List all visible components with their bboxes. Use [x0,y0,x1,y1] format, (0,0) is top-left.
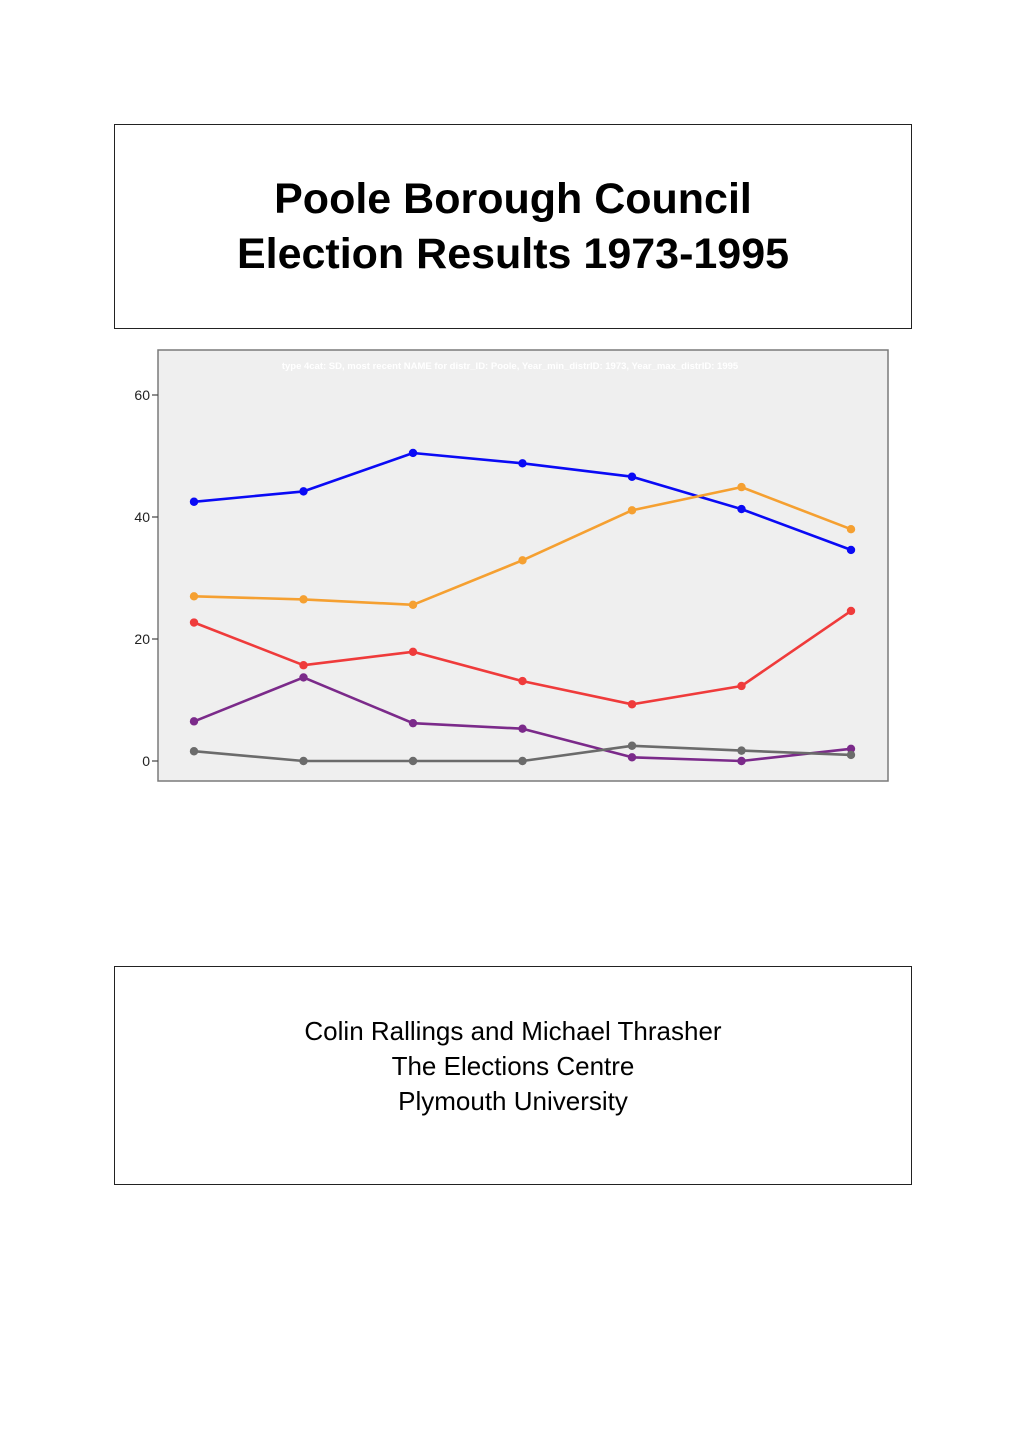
series-point [628,742,636,750]
line-chart-svg [120,345,895,790]
series-point [299,673,307,681]
series-point [737,757,745,765]
series-point [190,717,198,725]
series-point [190,498,198,506]
series-point [409,601,417,609]
series-point [628,473,636,481]
series-point [299,487,307,495]
series-point [518,677,526,685]
series-point [628,753,636,761]
series-point [847,525,855,533]
series-point [628,506,636,514]
y-tick-label: 0 [142,753,150,769]
series-point [518,556,526,564]
series-point [299,595,307,603]
series-point [628,700,636,708]
series-point [190,747,198,755]
series-point [190,618,198,626]
y-tick-label: 20 [134,631,150,647]
series-point [737,746,745,754]
series-point [518,724,526,732]
series-point [299,661,307,669]
chart [120,345,895,790]
series-point [518,757,526,765]
credit-box [114,966,912,1185]
series-point [409,757,417,765]
series-point [737,505,745,513]
series-point [409,449,417,457]
authors-text: Colin Rallings and Michael Thrasher [304,1016,722,1046]
document-title-line-1: Poole Borough Council [274,174,752,223]
series-point [190,592,198,600]
series-point [847,607,855,615]
chart-title: type 4cat: SD, most recent NAME for distr_ID: Poole, Year_min_distrID: 1973, Year_max_distrID: 1995 [281,361,739,372]
series-point [518,459,526,467]
series-point [847,751,855,759]
document-title-line-2: Election Results 1973-1995 [236,229,790,278]
plot-background [158,350,888,781]
university-text: Plymouth University [398,1086,628,1116]
y-tick-label: 60 [134,387,150,403]
centre-text: The Elections Centre [391,1051,635,1081]
series-point [737,483,745,491]
series-point [847,546,855,554]
series-point [409,719,417,727]
y-tick-label: 40 [134,509,150,525]
series-point [737,682,745,690]
series-point [299,757,307,765]
title-box [114,124,912,329]
series-point [409,648,417,656]
